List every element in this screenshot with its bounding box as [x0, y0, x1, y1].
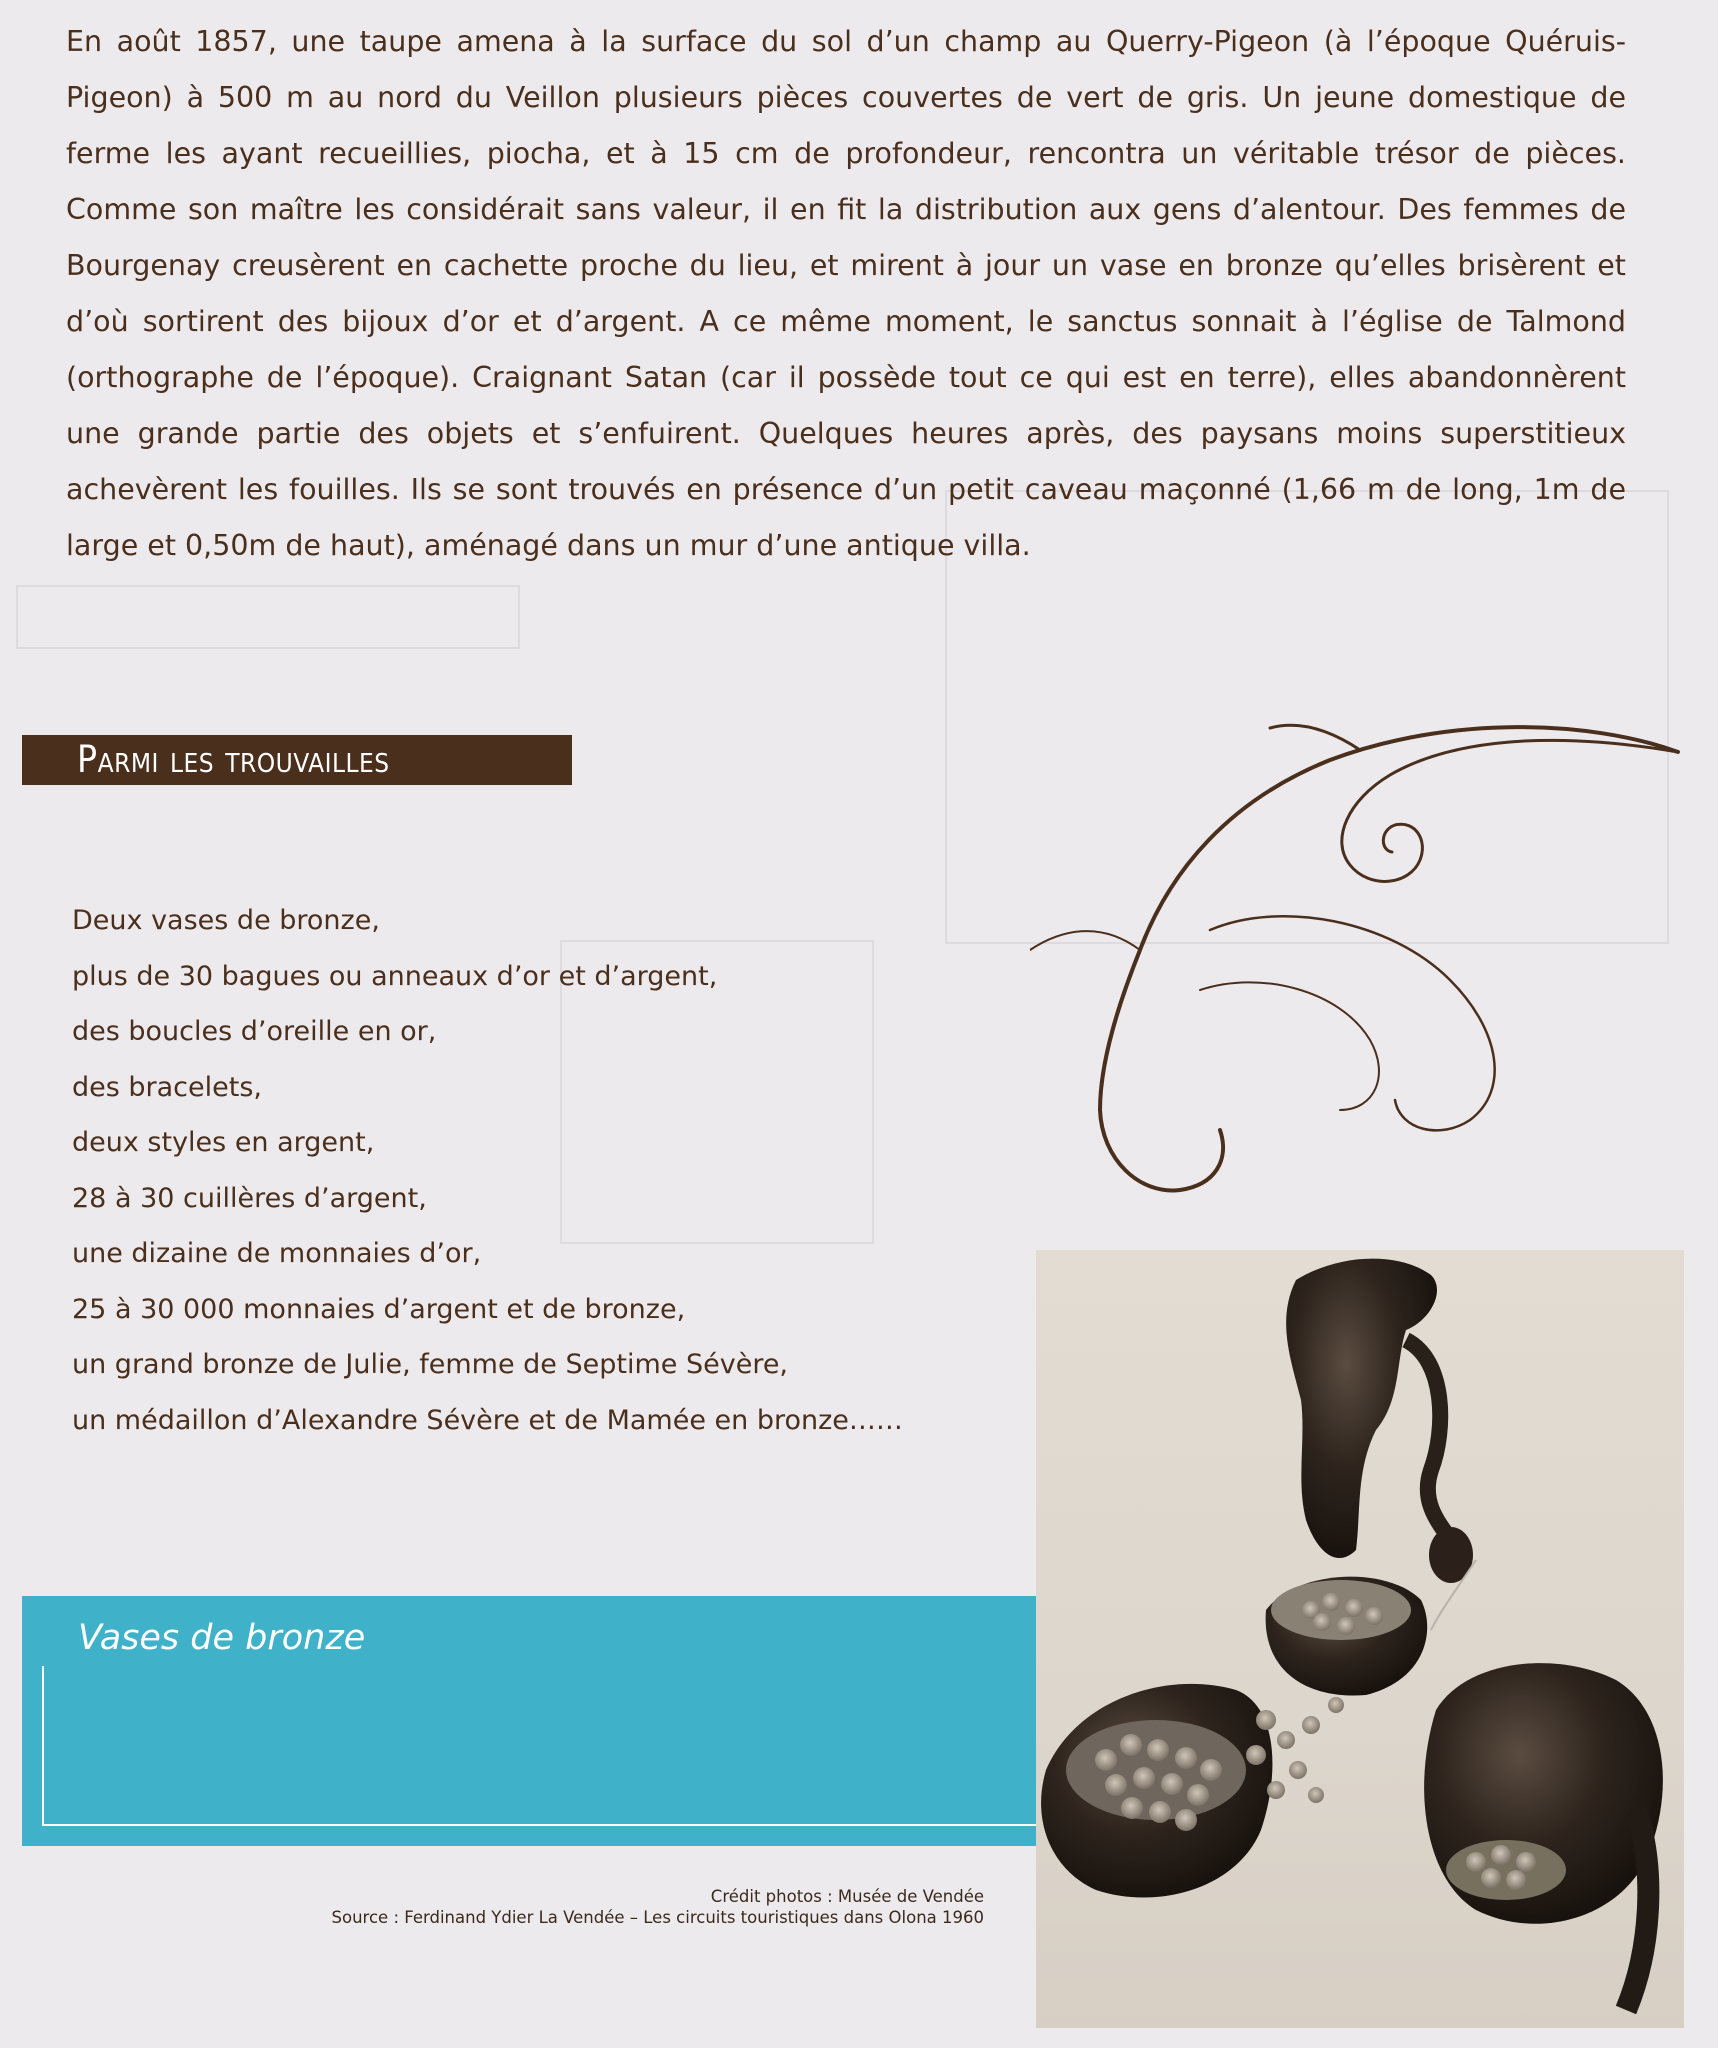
list-item: un médaillon d’Alexandre Sévère et de Mamée en bronze……: [72, 1404, 903, 1436]
list-item: deux styles en argent,: [72, 1127, 375, 1158]
bronze-vases-photo-icon: [1036, 1250, 1684, 2028]
source-credit: Source : Ferdinand Ydier La Vendée – Les circuits touristiques dans Olona 1960: [331, 1908, 984, 1927]
divider: [42, 1824, 1048, 1826]
intro-paragraph: En août 1857, une taupe amena à la surface du sol d’un champ au Querry-Pigeon (à l’époque Quéruis-Pigeon) à 500 m au nord du Veillon plusieurs pièces couvertes de vert de gris. Un jeune domestique de ferme les ayant recueillies, piocha, et à 15 cm de profondeur, rencontra un véritable trésor de pièces. Comme son maître les considérait sans valeur, il en fit la distribution aux gens d’alentour. Des femmes de Bourgenay creusèrent en cachette proche du lieu, et mirent à jour un vase en bronze qu’elles brisèrent et d’où sortirent des bijoux d’or et d’argent. A ce même moment, le sanctus sonnait à l’église de Talmond (orthographe de l’époque). Craignant Satan (car il possède tout ce qui est en terre), elles abandonnèrent une grande partie des objets et s’enfuirent. Quelques heures après, des paysans moins superstitieux achevèrent les fouilles. Ils se sont trouvés en présence d’un petit caveau maçonné (1,66 m de long, 1m de large et 0,50m de haut), aménagé dans un mur d’une antique villa.: [66, 25, 1626, 562]
list-item: des bracelets,: [72, 1071, 262, 1103]
list-item: un grand bronze de Julie, femme de Septime Sévère,: [72, 1349, 789, 1380]
list-item: une dizaine de monnaies d’or,: [72, 1238, 482, 1269]
decorative-swirl-icon: [1030, 700, 1690, 1200]
caption-box: [22, 1596, 1048, 1846]
show-through-frame: [16, 585, 520, 649]
list-item: Deux vases de bronze,: [72, 905, 380, 936]
bronze-vases-photo: [1036, 1250, 1684, 2028]
section-header: [22, 735, 572, 785]
list-item: plus de 30 bagues ou anneaux d’or et d’argent,: [72, 960, 718, 992]
photo-caption: Vases de bronze: [78, 1618, 366, 1658]
list-item: 25 à 30 000 monnaies d’argent et de bronze,: [72, 1293, 686, 1325]
credits: [332, 1886, 984, 1928]
section-title: Parmi les trouvailles: [77, 738, 390, 781]
list-item: 28 à 30 cuillères d’argent,: [72, 1182, 427, 1214]
finds-list: [72, 893, 903, 1448]
divider: [42, 1666, 44, 1826]
list-item: des boucles d’oreille en or,: [72, 1016, 437, 1047]
photo-credit: Crédit photos : Musée de Vendée: [710, 1887, 984, 1906]
